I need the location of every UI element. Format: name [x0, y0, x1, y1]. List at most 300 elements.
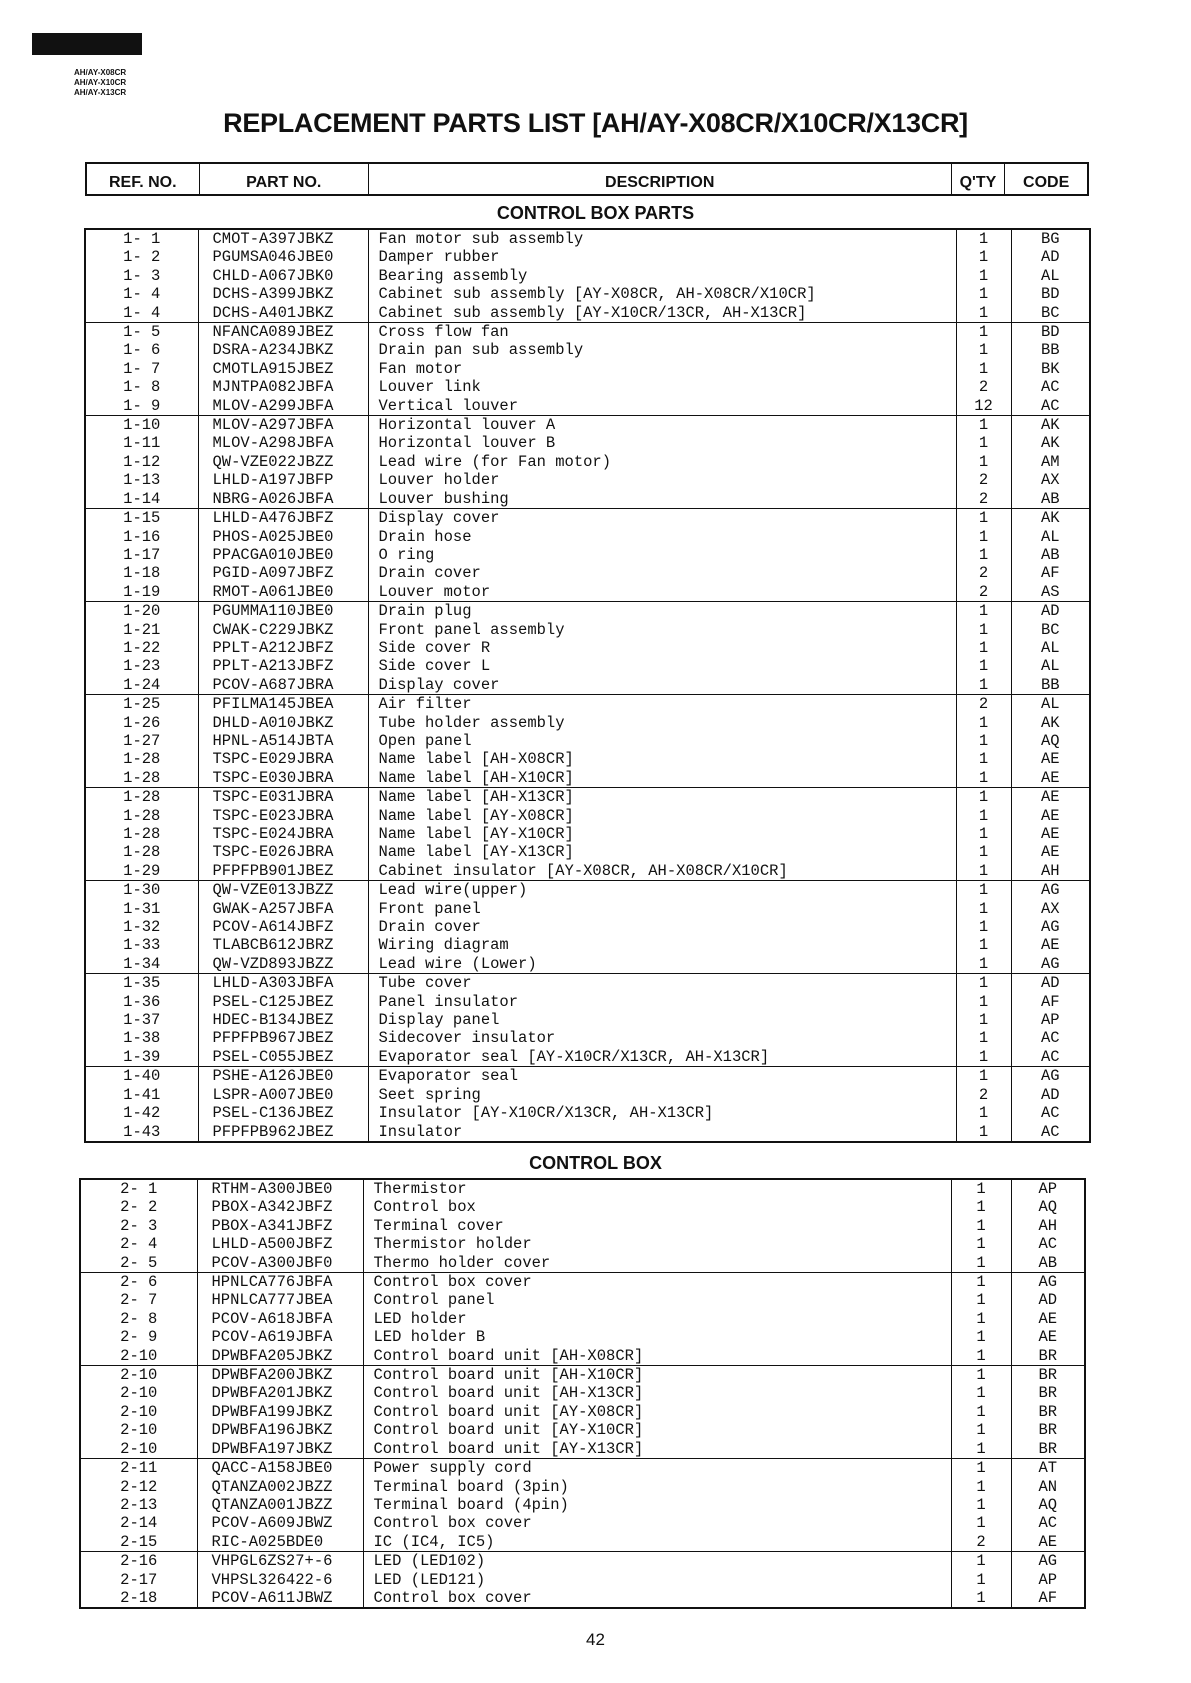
table-row	[85, 1123, 1090, 1142]
description-cell: Vertical louver	[368, 397, 956, 416]
quantity-cell: 1	[956, 229, 1011, 248]
price-code-cell: AK	[1011, 416, 1090, 435]
table-row	[85, 1086, 1090, 1104]
table-row	[85, 955, 1090, 974]
price-code-cell: AF	[1011, 1589, 1085, 1608]
description-cell: Seet spring	[368, 1086, 956, 1104]
ref-number-cell: 1- 3	[85, 267, 198, 285]
ref-number-cell: 2- 8	[80, 1310, 197, 1328]
part-number-cell: QACC-A158JBE0	[197, 1459, 363, 1478]
table-row	[80, 1533, 1085, 1552]
quantity-cell: 1	[951, 1254, 1011, 1273]
quantity-cell: 1	[956, 881, 1011, 900]
quantity-cell: 1	[956, 657, 1011, 675]
quantity-cell: 1	[956, 434, 1011, 452]
part-number-cell: QTANZA001JBZZ	[197, 1496, 363, 1514]
part-number-cell: NFANCA089JBEZ	[198, 323, 368, 342]
description-cell: Fan motor sub assembly	[368, 229, 956, 248]
price-code-cell: AK	[1011, 509, 1090, 528]
quantity-cell: 2	[956, 564, 1011, 582]
column-header-row	[85, 162, 1089, 196]
table-row	[85, 769, 1090, 788]
description-cell: Drain cover	[368, 564, 956, 582]
description-cell: Side cover L	[368, 657, 956, 675]
quantity-cell: 1	[956, 341, 1011, 359]
ref-number-cell: 2-15	[80, 1533, 197, 1552]
ref-number-cell: 1-35	[85, 974, 198, 993]
page-number: 42	[586, 1630, 605, 1649]
price-code-cell: BR	[1011, 1384, 1085, 1402]
part-number-cell: PGUMSA046JBE0	[198, 248, 368, 266]
price-code-cell: AQ	[1011, 732, 1090, 750]
part-number-cell: LHLD-A303JBFA	[198, 974, 368, 993]
quantity-cell: 1	[956, 918, 1011, 936]
part-number-cell: DCHS-A401JBKZ	[198, 304, 368, 323]
description-cell: Display panel	[368, 1011, 956, 1029]
ref-number-cell: 2-10	[80, 1440, 197, 1459]
ref-number-cell: 2-14	[80, 1514, 197, 1532]
part-number-cell: PHOS-A025JBE0	[198, 528, 368, 546]
ref-number-cell: 1-33	[85, 936, 198, 954]
part-number-cell: CHLD-A067JBK0	[198, 267, 368, 285]
part-number-cell: CMOT-A397JBKZ	[198, 229, 368, 248]
price-code-cell: AE	[1011, 825, 1090, 843]
quantity-cell: 1	[951, 1440, 1011, 1459]
quantity-cell: 2	[956, 471, 1011, 489]
price-code-cell: BR	[1011, 1366, 1085, 1385]
part-number-cell: CMOTLA915JBEZ	[198, 360, 368, 378]
part-number-cell: RMOT-A061JBE0	[198, 583, 368, 602]
part-number-cell: PBOX-A342JBFZ	[197, 1198, 363, 1216]
table-row	[85, 621, 1090, 639]
part-number-cell: TSPC-E030JBRA	[198, 769, 368, 788]
ref-number-cell: 1- 4	[85, 285, 198, 303]
price-code-cell: AE	[1011, 769, 1090, 788]
col-code-header: CODE	[1023, 174, 1070, 191]
table-row	[80, 1478, 1085, 1496]
description-cell: Evaporator seal [AY-X10CR/X13CR, AH-X13CR]	[368, 1048, 956, 1067]
quantity-cell: 1	[951, 1403, 1011, 1421]
quantity-cell: 1	[956, 639, 1011, 657]
description-cell: O ring	[368, 546, 956, 564]
description-cell: Horizontal louver B	[368, 434, 956, 452]
quantity-cell: 1	[951, 1589, 1011, 1608]
description-cell: Cabinet sub assembly [AY-X10CR/13CR, AH-X13CR]	[368, 304, 956, 323]
ref-number-cell: 1- 5	[85, 323, 198, 342]
ref-number-cell: 1- 4	[85, 304, 198, 323]
part-number-cell: PFPFPB901JBEZ	[198, 862, 368, 881]
price-code-cell: AD	[1011, 1086, 1090, 1104]
part-number-cell: PSHE-A126JBE0	[198, 1067, 368, 1086]
price-code-cell: AC	[1011, 1235, 1085, 1253]
price-code-cell: AE	[1011, 936, 1090, 954]
table-row	[85, 1048, 1090, 1067]
ref-number-cell: 1-27	[85, 732, 198, 750]
ref-number-cell: 1-11	[85, 434, 198, 452]
part-number-cell: NBRG-A026JBFA	[198, 490, 368, 509]
table-row	[85, 1104, 1090, 1122]
part-number-cell: DPWBFA205JBKZ	[197, 1347, 363, 1366]
table-row	[85, 583, 1090, 602]
table-row	[85, 434, 1090, 452]
part-number-cell: HPNL-A514JBTA	[198, 732, 368, 750]
description-cell: Lead wire (for Fan motor)	[368, 453, 956, 471]
description-cell: Horizontal louver A	[368, 416, 956, 435]
table-row	[85, 602, 1090, 621]
quantity-cell: 1	[956, 750, 1011, 768]
price-code-cell: AH	[1011, 1217, 1085, 1235]
ref-number-cell: 1-32	[85, 918, 198, 936]
table-row	[85, 546, 1090, 564]
quantity-cell: 1	[951, 1421, 1011, 1439]
ref-number-cell: 1-28	[85, 807, 198, 825]
quantity-cell: 1	[956, 1104, 1011, 1122]
part-number-cell: TSPC-E024JBRA	[198, 825, 368, 843]
table-row	[85, 416, 1090, 435]
quantity-cell: 1	[951, 1179, 1011, 1198]
price-code-cell: AN	[1011, 1478, 1085, 1496]
price-code-cell: AG	[1011, 1273, 1085, 1292]
part-number-cell: PFPFPB962JBEZ	[198, 1123, 368, 1142]
quantity-cell: 2	[951, 1533, 1011, 1552]
quantity-cell: 1	[956, 955, 1011, 974]
ref-number-cell: 1- 1	[85, 229, 198, 248]
price-code-cell: AD	[1011, 248, 1090, 266]
table-row	[85, 843, 1090, 861]
ref-number-cell: 2-10	[80, 1347, 197, 1366]
quantity-cell: 1	[951, 1347, 1011, 1366]
table-row	[85, 453, 1090, 471]
price-code-cell: AQ	[1011, 1198, 1085, 1216]
table-row	[80, 1291, 1085, 1309]
description-cell: Air filter	[368, 695, 956, 714]
description-cell: Cross flow fan	[368, 323, 956, 342]
description-cell: Insulator [AY-X10CR/X13CR, AH-X13CR]	[368, 1104, 956, 1122]
ref-number-cell: 1-39	[85, 1048, 198, 1067]
table-row	[85, 862, 1090, 881]
ref-number-cell: 1-28	[85, 825, 198, 843]
price-code-cell: AH	[1011, 862, 1090, 881]
quantity-cell: 12	[956, 397, 1011, 416]
price-code-cell: AC	[1011, 1514, 1085, 1532]
ref-number-cell: 2- 9	[80, 1328, 197, 1346]
description-cell: Damper rubber	[368, 248, 956, 266]
description-cell: Louver holder	[368, 471, 956, 489]
description-cell: Sidecover insulator	[368, 1029, 956, 1047]
quantity-cell: 1	[956, 528, 1011, 546]
price-code-cell: BB	[1011, 676, 1090, 695]
description-cell: Control board unit [AH-X10CR]	[363, 1366, 951, 1385]
part-number-cell: MLOV-A297JBFA	[198, 416, 368, 435]
ref-number-cell: 2-10	[80, 1421, 197, 1439]
price-code-cell: AE	[1011, 843, 1090, 861]
description-cell: Control board unit [AY-X13CR]	[363, 1440, 951, 1459]
description-cell: Drain cover	[368, 918, 956, 936]
quantity-cell: 1	[956, 509, 1011, 528]
part-number-cell: VHPGL6ZS27+-6	[197, 1552, 363, 1571]
quantity-cell: 1	[956, 807, 1011, 825]
table-row	[80, 1421, 1085, 1439]
ref-number-cell: 1-28	[85, 750, 198, 768]
description-cell: Control box cover	[363, 1589, 951, 1608]
table-row	[85, 993, 1090, 1011]
part-number-cell: PCOV-A609JBWZ	[197, 1514, 363, 1532]
quantity-cell: 1	[951, 1514, 1011, 1532]
description-cell: Drain plug	[368, 602, 956, 621]
ref-number-cell: 1-13	[85, 471, 198, 489]
model-label: AH/AY-X10CR	[74, 78, 127, 87]
description-cell: Tube holder assembly	[368, 714, 956, 732]
part-number-cell: HDEC-B134JBEZ	[198, 1011, 368, 1029]
price-code-cell: AG	[1011, 918, 1090, 936]
ref-number-cell: 1-10	[85, 416, 198, 435]
part-number-cell: QW-VZD893JBZZ	[198, 955, 368, 974]
ref-number-cell: 2-13	[80, 1496, 197, 1514]
price-code-cell: AM	[1011, 453, 1090, 471]
ref-number-cell: 1-18	[85, 564, 198, 582]
price-code-cell: AL	[1011, 657, 1090, 675]
part-number-cell: GWAK-A257JBFA	[198, 900, 368, 918]
table-row	[85, 397, 1090, 416]
quantity-cell: 1	[956, 843, 1011, 861]
part-number-cell: RIC-A025BDE0	[197, 1533, 363, 1552]
table-row	[85, 695, 1090, 714]
quantity-cell: 1	[956, 993, 1011, 1011]
ref-number-cell: 2-16	[80, 1552, 197, 1571]
price-code-cell: AC	[1011, 1029, 1090, 1047]
table-row	[85, 490, 1090, 509]
price-code-cell: AP	[1011, 1571, 1085, 1589]
table-row	[85, 1029, 1090, 1047]
ref-number-cell: 1-17	[85, 546, 198, 564]
ref-number-cell: 1-24	[85, 676, 198, 695]
ref-number-cell: 1-34	[85, 955, 198, 974]
ref-number-cell: 1-21	[85, 621, 198, 639]
part-number-cell: LHLD-A476JBFZ	[198, 509, 368, 528]
price-code-cell: AC	[1011, 1104, 1090, 1122]
table-row	[80, 1384, 1085, 1402]
description-cell: Evaporator seal	[368, 1067, 956, 1086]
table-row	[85, 788, 1090, 807]
table-row	[85, 360, 1090, 378]
price-code-cell: BB	[1011, 341, 1090, 359]
quantity-cell: 1	[951, 1235, 1011, 1253]
price-code-cell: AP	[1011, 1011, 1090, 1029]
ref-number-cell: 2-10	[80, 1366, 197, 1385]
table-row	[85, 285, 1090, 303]
price-code-cell: AC	[1011, 1123, 1090, 1142]
price-code-cell: AQ	[1011, 1496, 1085, 1514]
part-number-cell: HPNLCA777JBEA	[197, 1291, 363, 1309]
description-cell: Front panel	[368, 900, 956, 918]
part-number-cell: DHLD-A010JBKZ	[198, 714, 368, 732]
part-number-cell: DPWBFA201JBKZ	[197, 1384, 363, 1402]
section-title-control-box: CONTROL BOX	[529, 1153, 662, 1173]
table-row	[85, 918, 1090, 936]
ref-number-cell: 1-43	[85, 1123, 198, 1142]
part-number-cell: PFILMA145JBEA	[198, 695, 368, 714]
price-code-cell: AE	[1011, 807, 1090, 825]
table-row	[85, 267, 1090, 285]
quantity-cell: 1	[956, 285, 1011, 303]
ref-number-cell: 1-38	[85, 1029, 198, 1047]
ref-number-cell: 1-29	[85, 862, 198, 881]
price-code-cell: BC	[1011, 304, 1090, 323]
table-row	[85, 564, 1090, 582]
description-cell: Control board unit [AH-X13CR]	[363, 1384, 951, 1402]
table-row	[85, 825, 1090, 843]
ref-number-cell: 1-40	[85, 1067, 198, 1086]
price-code-cell: AG	[1011, 955, 1090, 974]
ref-number-cell: 1- 6	[85, 341, 198, 359]
table-row	[85, 732, 1090, 750]
description-cell: Control box cover	[363, 1514, 951, 1532]
price-code-cell: AD	[1011, 1291, 1085, 1309]
description-cell: Terminal board (3pin)	[363, 1478, 951, 1496]
part-number-cell: PCOV-A687JBRA	[198, 676, 368, 695]
quantity-cell: 1	[956, 621, 1011, 639]
ref-number-cell: 2-12	[80, 1478, 197, 1496]
table-row	[80, 1552, 1085, 1571]
ref-number-cell: 1-36	[85, 993, 198, 1011]
price-code-cell: AG	[1011, 1067, 1090, 1086]
price-code-cell: AC	[1011, 1048, 1090, 1067]
quantity-cell: 1	[956, 323, 1011, 342]
ref-number-cell: 1-12	[85, 453, 198, 471]
quantity-cell: 1	[951, 1217, 1011, 1235]
description-cell: Cabinet insulator [AY-X08CR, AH-X08CR/X10CR]	[368, 862, 956, 881]
ref-number-cell: 2- 4	[80, 1235, 197, 1253]
price-code-cell: AE	[1011, 1328, 1085, 1346]
part-number-cell: DSRA-A234JBKZ	[198, 341, 368, 359]
part-number-cell: DPWBFA197JBKZ	[197, 1440, 363, 1459]
table-row	[80, 1310, 1085, 1328]
description-cell: Drain pan sub assembly	[368, 341, 956, 359]
price-code-cell: AE	[1011, 750, 1090, 768]
table-row	[85, 509, 1090, 528]
description-cell: Terminal board (4pin)	[363, 1496, 951, 1514]
price-code-cell: AF	[1011, 564, 1090, 582]
part-number-cell: PCOV-A619JBFA	[197, 1328, 363, 1346]
description-cell: Control box	[363, 1198, 951, 1216]
table-row	[80, 1347, 1085, 1366]
table-row	[80, 1366, 1085, 1385]
quantity-cell: 1	[956, 769, 1011, 788]
description-cell: Front panel assembly	[368, 621, 956, 639]
table-row	[85, 528, 1090, 546]
table-row	[85, 807, 1090, 825]
price-code-cell: AL	[1011, 528, 1090, 546]
table-row	[85, 248, 1090, 266]
quantity-cell: 1	[951, 1552, 1011, 1571]
description-cell: Control box cover	[363, 1273, 951, 1292]
ref-number-cell: 1-14	[85, 490, 198, 509]
part-number-cell: DPWBFA200JBKZ	[197, 1366, 363, 1385]
quantity-cell: 1	[956, 900, 1011, 918]
part-number-cell: PCOV-A300JBF0	[197, 1254, 363, 1273]
col-part-header: PART NO.	[200, 164, 369, 194]
price-code-cell: AD	[1011, 602, 1090, 621]
description-cell: Control board unit [AH-X08CR]	[363, 1347, 951, 1366]
description-cell: Power supply cord	[363, 1459, 951, 1478]
price-code-cell: AE	[1011, 1310, 1085, 1328]
description-cell: Side cover R	[368, 639, 956, 657]
price-code-cell: AX	[1011, 471, 1090, 489]
description-cell: Cabinet sub assembly [AY-X08CR, AH-X08CR/X10CR]	[368, 285, 956, 303]
ref-number-cell: 1-25	[85, 695, 198, 714]
quantity-cell: 1	[951, 1384, 1011, 1402]
description-cell: Tube cover	[368, 974, 956, 993]
ref-number-cell: 2- 6	[80, 1273, 197, 1292]
part-number-cell: PPACGA010JBE0	[198, 546, 368, 564]
price-code-cell: AC	[1011, 378, 1090, 396]
table-row	[85, 974, 1090, 993]
price-code-cell: BR	[1011, 1421, 1085, 1439]
table-row	[80, 1440, 1085, 1459]
description-cell: Panel insulator	[368, 993, 956, 1011]
price-code-cell: BD	[1011, 323, 1090, 342]
table-row	[80, 1403, 1085, 1421]
part-number-cell: MLOV-A299JBFA	[198, 397, 368, 416]
description-cell: LED (LED102)	[363, 1552, 951, 1571]
quantity-cell: 2	[956, 490, 1011, 509]
part-number-cell: LHLD-A197JBFP	[198, 471, 368, 489]
part-number-cell: DPWBFA199JBKZ	[197, 1403, 363, 1421]
part-number-cell: PGID-A097JBFZ	[198, 564, 368, 582]
table-row	[85, 639, 1090, 657]
part-number-cell: LSPR-A007JBE0	[198, 1086, 368, 1104]
quantity-cell: 1	[951, 1571, 1011, 1589]
quantity-cell: 1	[956, 267, 1011, 285]
quantity-cell: 1	[951, 1366, 1011, 1385]
quantity-cell: 1	[951, 1496, 1011, 1514]
ref-number-cell: 2-10	[80, 1384, 197, 1402]
ref-number-cell: 2- 3	[80, 1217, 197, 1235]
part-number-cell: PCOV-A614JBFZ	[198, 918, 368, 936]
table-row	[80, 1217, 1085, 1235]
quantity-cell: 1	[956, 1011, 1011, 1029]
price-code-cell: AL	[1011, 639, 1090, 657]
ref-number-cell: 1-28	[85, 769, 198, 788]
price-code-cell: AF	[1011, 993, 1090, 1011]
quantity-cell: 2	[956, 583, 1011, 602]
table-row	[85, 1067, 1090, 1086]
ref-number-cell: 1- 8	[85, 378, 198, 396]
part-number-cell: DPWBFA196JBKZ	[197, 1421, 363, 1439]
price-code-cell: AS	[1011, 583, 1090, 602]
price-code-cell: AG	[1011, 881, 1090, 900]
description-cell: IC (IC4, IC5)	[363, 1533, 951, 1552]
page-title: REPLACEMENT PARTS LIST [AH/AY-X08CR/X10CR/X13CR]	[223, 108, 968, 138]
description-cell: LED (LED121)	[363, 1571, 951, 1589]
ref-number-cell: 2- 5	[80, 1254, 197, 1273]
quantity-cell: 2	[956, 378, 1011, 396]
quantity-cell: 1	[956, 248, 1011, 266]
table-row	[85, 900, 1090, 918]
price-code-cell: AL	[1011, 267, 1090, 285]
col-ref-header: REF. NO.	[87, 164, 200, 194]
table-row	[85, 471, 1090, 489]
ref-number-cell: 1-28	[85, 788, 198, 807]
ref-number-cell: 1-23	[85, 657, 198, 675]
col-desc-header: DESCRIPTION	[369, 164, 952, 194]
part-number-cell: DCHS-A399JBKZ	[198, 285, 368, 303]
part-number-cell: VHPSL326422-6	[197, 1571, 363, 1589]
description-cell: LED holder	[363, 1310, 951, 1328]
quantity-cell: 1	[951, 1459, 1011, 1478]
description-cell: Display cover	[368, 676, 956, 695]
section-title-control-box-parts: CONTROL BOX PARTS	[496, 203, 695, 223]
